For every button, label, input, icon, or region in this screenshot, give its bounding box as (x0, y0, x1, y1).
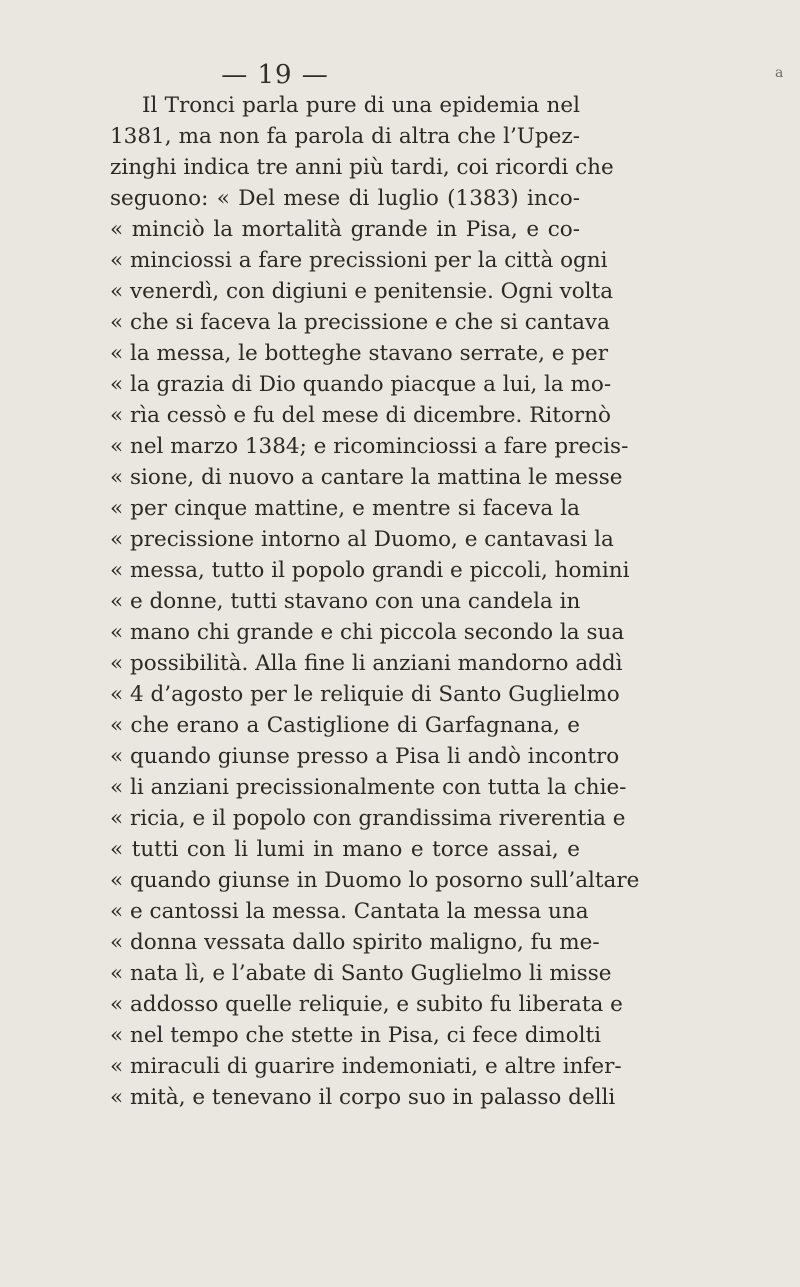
text-line: « addosso quelle reliquie, e subito fu liberata e (110, 992, 623, 1017)
text-line: « mano chi grande e chi piccola secondo la sua (110, 620, 625, 645)
text-line: « nel marzo 1384; e ricominciossi a fare precis- (110, 434, 629, 459)
text-line: « quando giunse presso a Pisa li andò incontro (110, 744, 620, 769)
text-line: zinghi indica tre anni più tardi, coi ricordi che (110, 155, 614, 180)
page-number: — 19 — (221, 60, 329, 90)
text-line: « li anziani precissionalmente con tutta la chie- (110, 775, 627, 800)
text-line: « mità, e tenevano il corpo suo in palasso delli (110, 1085, 616, 1110)
text-line: « ricia, e il popolo con grandissima riverentia e (110, 806, 626, 831)
text-line: « 4 d’agosto per le reliquie di Santo Guglielmo (110, 682, 620, 707)
text-line: « venerdì, con digiuni e penitensie. Ogni volta (110, 279, 614, 304)
text-line: « per cinque mattine, e mentre si faceva la (110, 496, 580, 521)
body-text (110, 90, 640, 1113)
text-line: « possibilità. Alla fine li anziani mandorno addì (110, 651, 623, 676)
text-line: « messa, tutto il popolo grandi e piccoli, homini (110, 558, 630, 583)
text-line: seguono: « Del mese di luglio (1383) inco- (110, 186, 580, 211)
corner-mark: a (775, 65, 784, 81)
text-line: « sione, di nuovo a cantare la mattina le messe (110, 465, 623, 490)
text-line: « tutti con li lumi in mano e torce assai, e (110, 837, 580, 862)
text-line: « minciò la mortalità grande in Pisa, e co- (110, 217, 580, 242)
text-line: « la grazia di Dio quando piacque a lui, la mo- (110, 372, 612, 397)
text-line: « minciossi a fare precissioni per la città ogni (110, 248, 608, 273)
text-line: 1381, ma non fa parola di altra che l’Upez- (110, 124, 580, 149)
text-line: Il Tronci parla pure di una epidemia nel (142, 93, 580, 118)
text-line: « nel tempo che stette in Pisa, ci fece dimolti (110, 1023, 602, 1048)
text-line: « rìa cessò e fu del mese di dicembre. Ritornò (110, 403, 611, 428)
text-line: « miraculi di guarire indemoniati, e altre infer- (110, 1054, 622, 1079)
text-line: « quando giunse in Duomo lo posorno sull’altare (110, 868, 640, 893)
text-line: « e donne, tutti stavano con una candela in (110, 589, 581, 614)
text-line: « nata lì, e l’abate di Santo Guglielmo li misse (110, 961, 612, 986)
text-line: « precissione intorno al Duomo, e cantavasi la (110, 527, 614, 552)
text-line: « donna vessata dallo spirito maligno, fu me- (110, 930, 600, 955)
text-line: « la messa, le botteghe stavano serrate, e per (110, 341, 609, 366)
text-line: « che erano a Castiglione di Garfagnana, e (110, 713, 580, 738)
text-line: « che si faceva la precissione e che si cantava (110, 310, 610, 335)
text-line: « e cantossi la messa. Cantata la messa una (110, 899, 589, 924)
